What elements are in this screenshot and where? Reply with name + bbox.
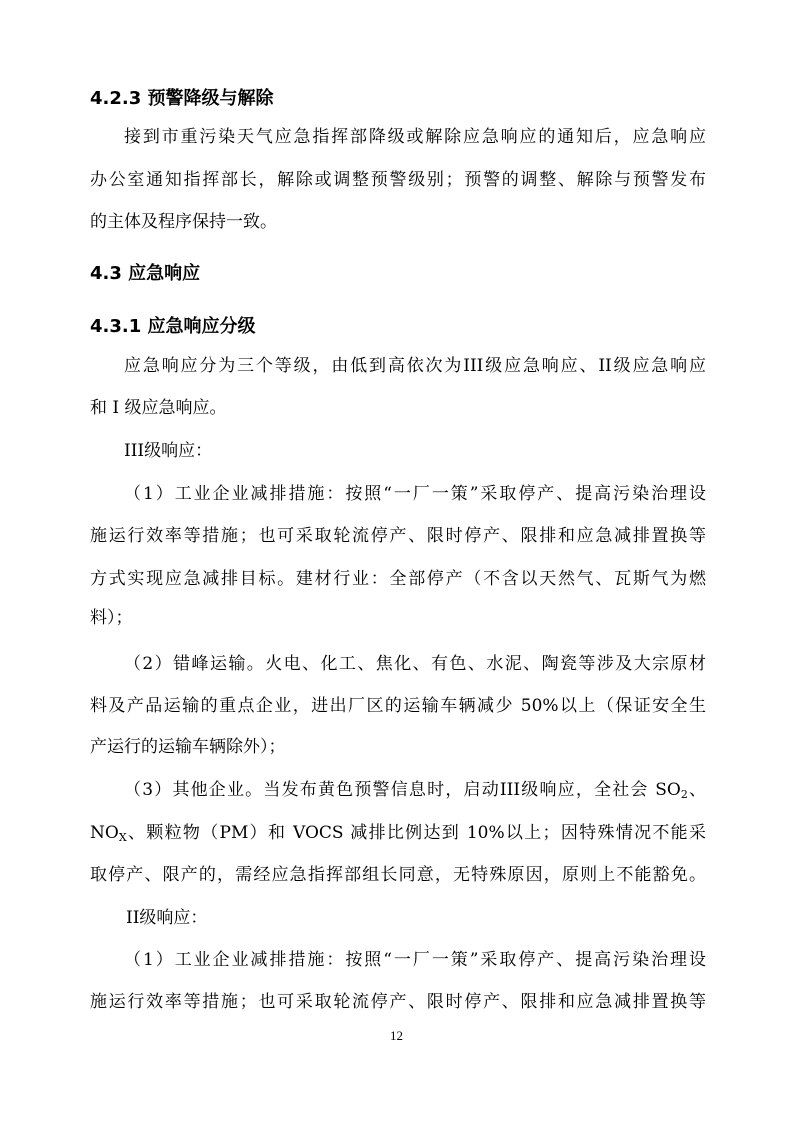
paragraph-line: 的主体及程序保持一致。 (90, 212, 277, 232)
list-item-line: 取停产、限产的，需经应急指挥部组长同意，无特殊原因，原则上不能豁免。 (90, 865, 706, 885)
list-item-line: （2）错峰运输。火电、化工、焦化、有色、水泥、陶瓷等涉及大宗原材 (124, 654, 706, 674)
text-run: NO (90, 823, 119, 843)
list-item-line: 产运行的运输车辆除外）； (90, 737, 286, 757)
text-run: 、 (687, 780, 707, 800)
list-item-line (90, 822, 706, 844)
paragraph-line: 接到市重污染天气应急指挥部降级或解除应急响应的通知后，应急响应 (124, 127, 706, 147)
section-heading-4-2-3: 4.2.3 预警降级与解除 (90, 88, 274, 109)
list-item-line (124, 779, 706, 801)
list-item-line: （1）工业企业减排措施：按照“一厂一策”采取停产、提高污染治理设 (124, 950, 706, 970)
list-item-line: （1）工业企业减排措施：按照“一厂一策”采取停产、提高污染治理设 (124, 484, 706, 504)
list-item-line: 施运行效率等措施；也可采取轮流停产、限时停产、限排和应急减排置换等 (90, 526, 706, 546)
page-number: 12 (390, 1028, 403, 1043)
paragraph-line: 应急响应分为三个等级，由低到高依次为III级应急响应、II级应急响应 (124, 356, 706, 376)
text-run: 、颗粒物（PM）和 VOCS 减排比例达到 10%以上；因特殊情况不能采 (126, 823, 706, 843)
section-heading-4-3: 4.3 应急响应 (90, 263, 201, 284)
list-item-line: 方式实现应急减排目标。建材行业：全部停产（不含以天然气、瓦斯气为燃 (90, 569, 706, 589)
section-heading-4-3-1: 4.3.1 应急响应分级 (90, 316, 256, 337)
list-item-line: 料及产品运输的重点企业，进出厂区的运输车辆减少 50%以上（保证安全生 (90, 696, 706, 716)
paragraph-line: 办公室通知指挥部长，解除或调整预警级别；预警的调整、解除与预警发布 (90, 170, 706, 190)
level-3-response-title: III级响应： (124, 441, 213, 461)
list-item-line: 料）； (90, 608, 133, 628)
text-run: （3）其他企业。当发布黄色预警信息时，启动III级响应，全社会 SO (124, 780, 681, 800)
level-2-response-title: II级响应： (126, 908, 208, 928)
subscript: 2 (680, 788, 688, 801)
paragraph-line: 和 I 级应急响应。 (90, 398, 227, 418)
list-item-line: 施运行效率等措施；也可采取轮流停产、限时停产、限排和应急减排置换等 (90, 992, 706, 1012)
subscript: X (118, 831, 127, 844)
